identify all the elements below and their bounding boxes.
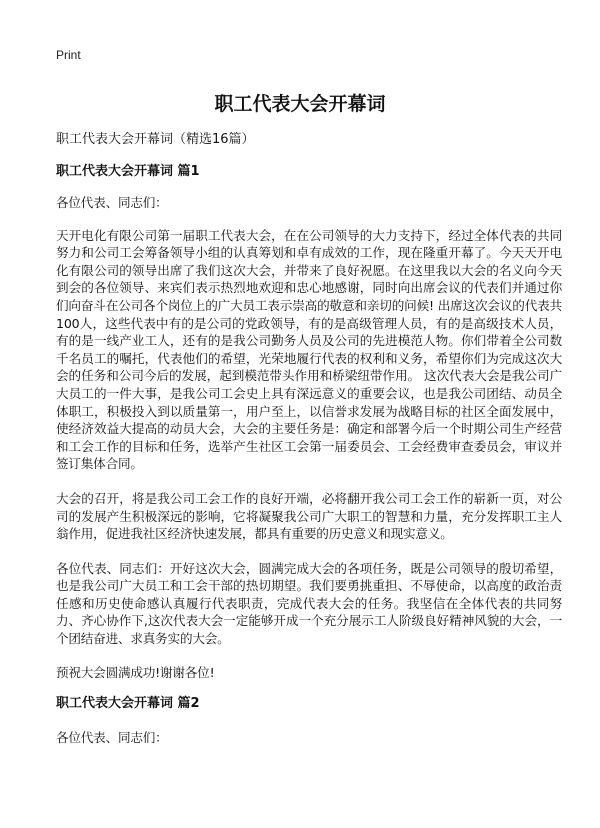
section-1-greeting: 各位代表、同志们： xyxy=(56,195,168,210)
section-1-paragraph-3: 各位代表、同志们：开好这次大会，圆满完成大会的各项任务，既是公司领导的殷切希望，也是我公司广大员工和工会干部的热切期望。我们要勇挑重担、不辱使命，以高度的政治责任感和历史使命感认真履行代表职责，完成代表大会的任务。我坚信在全体代表的共同努力、齐心协作下,这次代表大会一定能够开成一个充分展示工人阶级良好精神风貌的大会，一个团结奋进、求真务实的大会。 xyxy=(56,560,562,647)
section-1-closing: 预祝大会圆满成功!谢谢各位! xyxy=(56,664,215,680)
section-1-paragraph-1: 天开电化有限公司第一届职工代表大会，在在公司领导的大力支持下，经过全体代表的共同努力和公司工会筹备领导小组的认真筹划和卓有成效的工作，现在隆重开幕了。今天天开电化有限公司的领导出席了我们这次大会，并带来了良好祝愿。在这里我以大会的名义向今天到会的各位领导、来宾们表示热烈地欢迎和忠心地感谢，同时向出席会议的代表们并通过你们向奋斗在公司各个岗位上的广大员工表示崇高的敬意和亲切的问候! 出席这次会议的代表共100人，这些代表中有的是公司的党政领导，有的是高级管理人员，有的是高级技术人员，有的是一线产业工人，还有的是我公司勤务人员及公司的先进模范人物。你们带着全公司数千名员工的嘱托，代表他们的希望，光荣地履行代表的权利和义务，希望你们为完成这次大会的任务和公司今后的发展，起到模范带头作用和桥梁纽带作用。 这次代表大会是我公司广大员工的一件大事，是我公司工会史上具有深远意义的重要会议，也是我公司团结、动员全体职工，积极投入到以质量第一，用户至上，以信誉求发展为战略目标的社区全面发展中，使经济效益大提高的动员大会，大会的主要任务是：确定和部署今后一个时期公司生产经营和工会工作的目标和任务，选举产生社区工会第一届委员会、工会经费审查委员会，审议并签订集体合同。 xyxy=(56,227,562,472)
section-2-greeting: 各位代表、同志们： xyxy=(56,730,168,746)
section-1-paragraph-2: 大会的召开，将是我公司工会工作的良好开端，必将翻开我公司工会工作的崭新一页，对公司的发展产生积极深远的影响，它将凝聚我公司广大职工的智慧和力量，充分发挥职工主人翁作用，促进我社区经济快速发展，都具有重要的历史意义和现实意义。 xyxy=(56,490,562,542)
document-subtitle: 职工代表大会开幕词（精选16篇） xyxy=(56,132,255,147)
print-link[interactable]: Print xyxy=(56,48,81,62)
section-heading-1: 职工代表大会开幕词 篇1 xyxy=(56,164,200,179)
page-title: 职工代表大会开幕词 xyxy=(214,93,386,115)
section-heading-2: 职工代表大会开幕词 篇2 xyxy=(56,696,200,712)
